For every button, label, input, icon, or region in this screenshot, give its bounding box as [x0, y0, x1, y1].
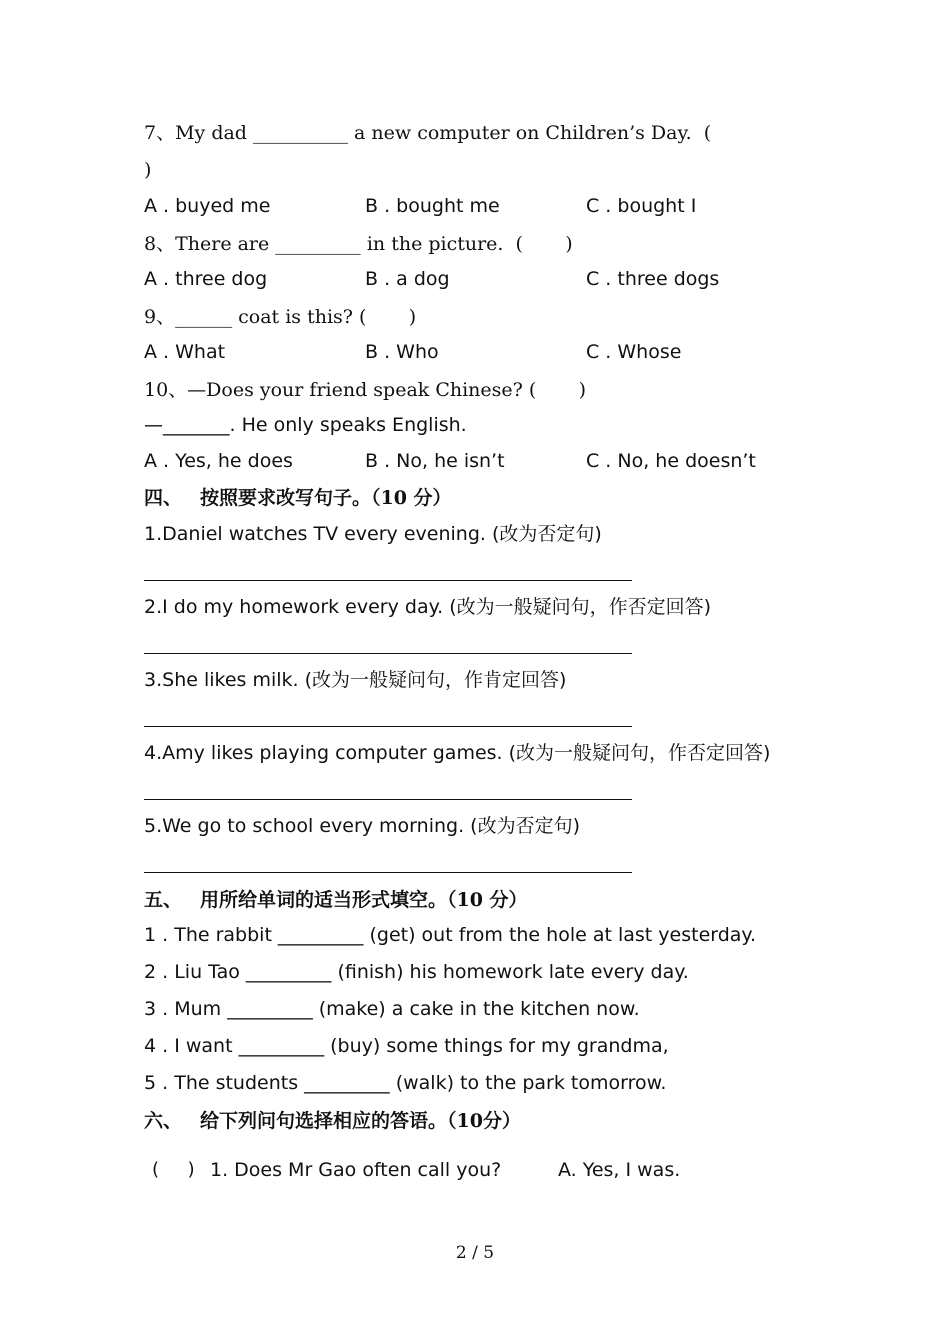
- question-8-option-b: B . a dog: [365, 268, 450, 290]
- section-4-title: 按照要求改写句子。（10 分）: [200, 487, 452, 509]
- question-8-option-c: C . three dogs: [586, 268, 720, 290]
- section-4-heading: [144, 485, 452, 511]
- rewrite-item-2: 2.I do my homework every day. (改为一般疑问句，作否定回答): [144, 596, 712, 618]
- question-8-option-a: A . three dog: [144, 268, 268, 290]
- answer-line-2[interactable]: [144, 653, 632, 654]
- question-9-option-c: C . Whose: [586, 341, 682, 363]
- section-5-title: 用所给单词的适当形式填空。（10 分）: [200, 889, 528, 911]
- fill-item-4: 4 . I want _________ (buy) some things for my grandma,: [144, 1035, 669, 1057]
- rewrite-item-1: 1.Daniel watches TV every evening. (改为否定句): [144, 523, 602, 545]
- section-4-number: 四、: [144, 487, 183, 509]
- question-10-response: —_______. He only speaks English.: [144, 414, 467, 436]
- section-6-heading: [144, 1108, 521, 1134]
- section-5-number: 五、: [144, 889, 183, 911]
- question-8-stem: 8、There are _________ in the picture. ( ): [144, 233, 573, 255]
- rewrite-item-5: 5.We go to school every morning. (改为否定句): [144, 815, 580, 837]
- fill-item-2: 2 . Liu Tao _________ (finish) his homework late every day.: [144, 961, 689, 983]
- question-7-option-b: B . bought me: [365, 195, 500, 217]
- question-7-stem-cont: ): [144, 159, 152, 181]
- rewrite-item-3: 3.She likes milk. (改为一般疑问句，作肯定回答): [144, 669, 567, 691]
- page-number: 2 / 5: [455, 1243, 495, 1263]
- section-5-heading: [144, 887, 528, 913]
- question-10-stem: 10、—Does your friend speak Chinese? ( ): [144, 379, 586, 401]
- question-7-option-c: C . bought I: [586, 195, 697, 217]
- answer-line-4[interactable]: [144, 799, 632, 800]
- match-question-1: 1. Does Mr Gao often call you?: [210, 1159, 502, 1181]
- match-answer-blank[interactable]: ( ): [152, 1159, 195, 1180]
- question-7-option-a: A . buyed me: [144, 195, 271, 217]
- question-9-option-a: A . What: [144, 341, 226, 363]
- question-10-option-b: B . No, he isn’t: [365, 450, 505, 472]
- fill-item-3: 3 . Mum _________ (make) a cake in the kitchen now.: [144, 998, 640, 1020]
- section-6-title: 给下列问句选择相应的答语。（10分）: [200, 1110, 521, 1132]
- section-6-number: 六、: [144, 1110, 183, 1132]
- fill-item-5: 5 . The students _________ (walk) to the park tomorrow.: [144, 1072, 667, 1094]
- question-9-stem: 9、______ coat is this? ( ): [144, 306, 417, 328]
- answer-line-1[interactable]: [144, 580, 632, 581]
- rewrite-item-4: 4.Amy likes playing computer games. (改为一般疑问句，作否定回答): [144, 742, 771, 764]
- question-7-stem: 7、My dad __________ a new computer on Children’s Day. (: [144, 122, 712, 144]
- answer-line-3[interactable]: [144, 726, 632, 727]
- fill-item-1: 1 . The rabbit _________ (get) out from the hole at last yesterday.: [144, 924, 757, 946]
- question-10-option-a: A . Yes, he does: [144, 450, 293, 472]
- match-answer-a: A. Yes, I was.: [558, 1159, 681, 1181]
- question-9-option-b: B . Who: [365, 341, 439, 363]
- question-10-option-c: C . No, he doesn’t: [586, 450, 756, 472]
- answer-line-5[interactable]: [144, 872, 632, 873]
